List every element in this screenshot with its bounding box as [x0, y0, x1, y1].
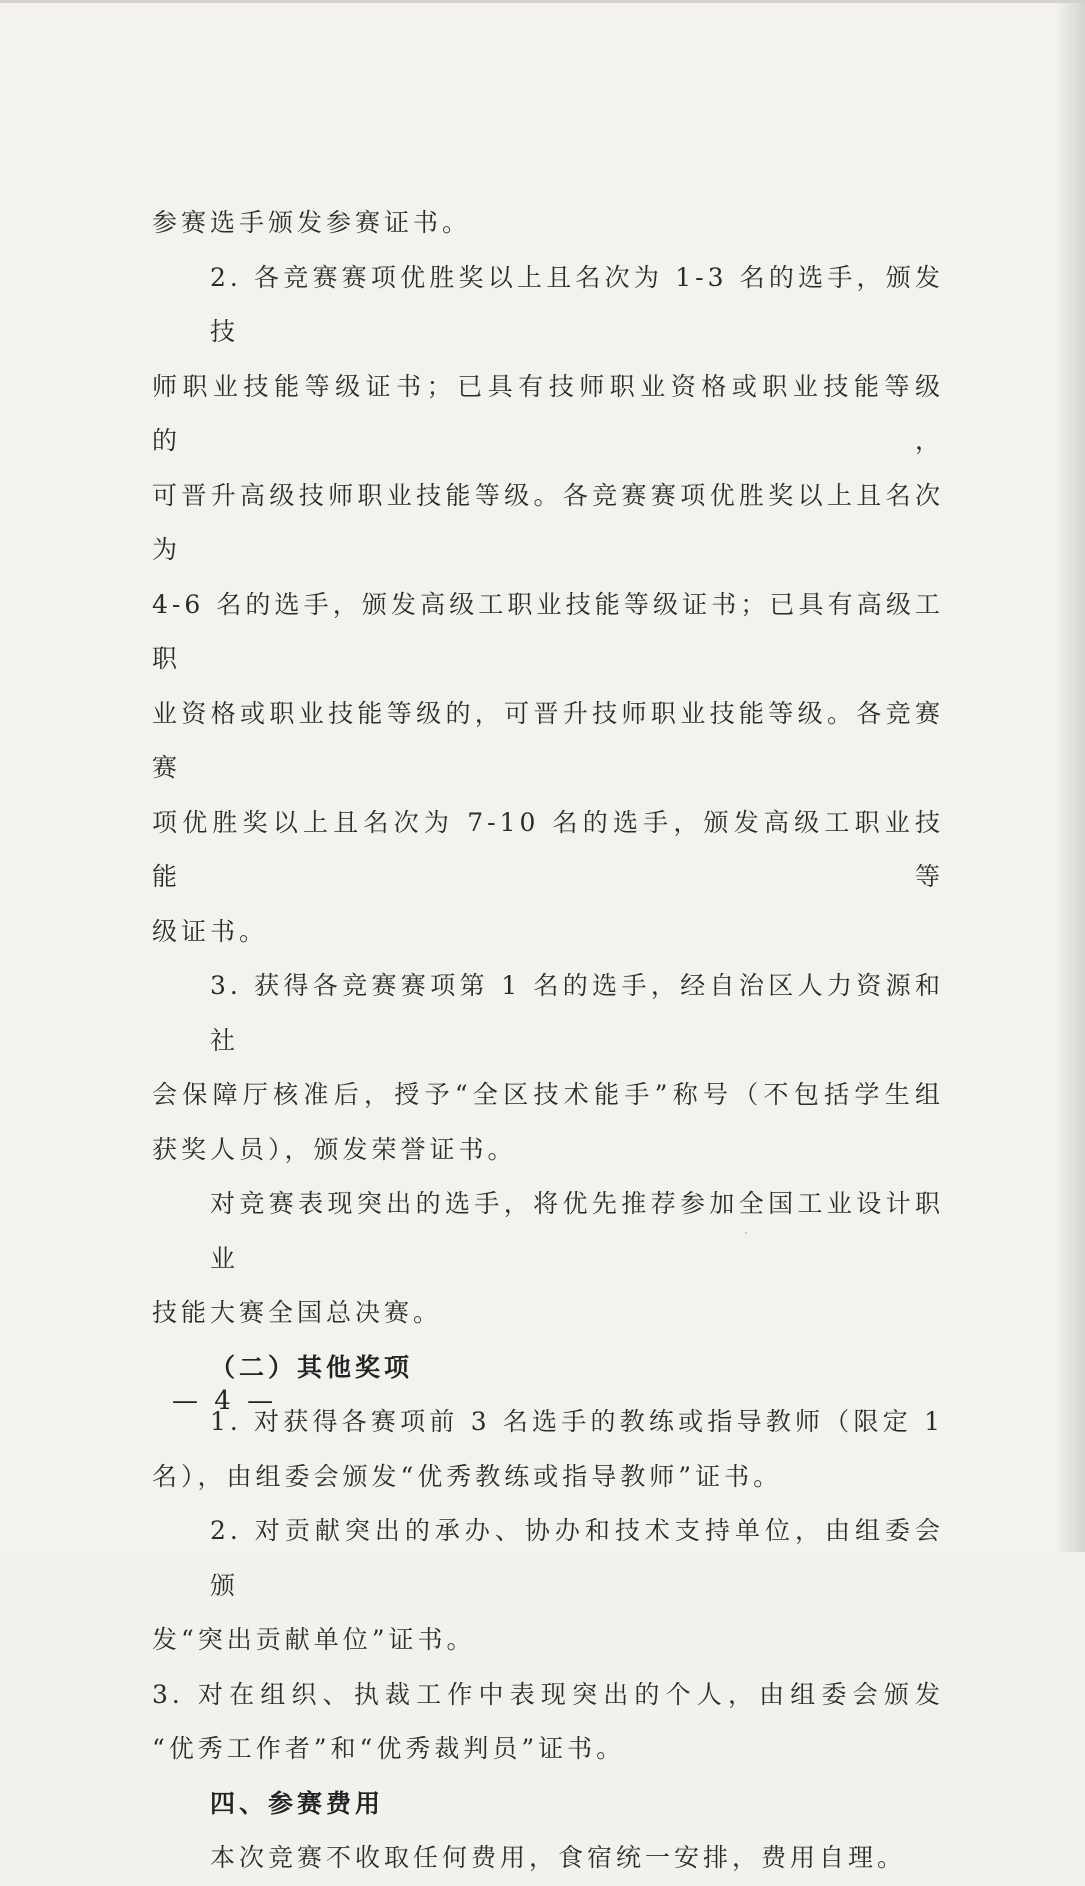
- paragraph: [152, 1831, 944, 1886]
- section-heading: [152, 1777, 944, 1832]
- text-line: 会保障厅核准后，授予“全区技术能手”称号（不包括学生组: [152, 1080, 944, 1109]
- text-line: （二）其他奖项: [210, 1352, 414, 1382]
- text-line: 可晋升高级技师职业技能等级。各竞赛赛项优胜奖以上且名次为: [152, 480, 944, 564]
- text-line: 3. 获得各竞赛赛项第 1 名的选手，经自治区人力资源和社: [210, 971, 944, 1055]
- text-line: 4-6 名的选手，颁发高级工职业技能等级证书；已具有高级工职: [152, 589, 944, 673]
- paragraph: [152, 196, 944, 251]
- text-line: 技能大赛全国总决赛。: [152, 1298, 443, 1327]
- text-line: 3. 对在组织、执裁工作中表现突出的个人，由组委会颁发: [152, 1679, 944, 1709]
- text-line: 业资格或职业技能等级的，可晋升技师职业技能等级。各竞赛赛: [152, 698, 944, 782]
- text-line: 1. 对获得各赛项前 3 名选手的教练或指导教师（限定 1: [210, 1407, 944, 1436]
- text-line: 2. 对贡献突出的承办、协办和技术支持单位，由组委会颁: [210, 1516, 944, 1600]
- paragraph: [152, 1504, 944, 1668]
- document-body: [152, 196, 944, 1886]
- text-line: 2. 各竞赛赛项优胜奖以上且名次为 1-3 名的选手，颁发技: [210, 262, 944, 346]
- text-line: 四、参赛费用: [210, 1788, 385, 1818]
- text-line: 师职业技能等级证书；已具有技师职业资格或职业技能等级的，: [152, 371, 944, 455]
- scan-edge-right: [1055, 0, 1085, 1552]
- page-number: — 4 —: [172, 1386, 278, 1416]
- text-line: 参赛选手颁发参赛证书。: [152, 208, 472, 237]
- text-line: 本次竞赛不收取任何费用，食宿统一安排，费用自理。: [210, 1843, 907, 1872]
- text-line: 对竞赛表现突出的选手，将优先推荐参加全国工业设计职业: [210, 1189, 944, 1273]
- text-line: 项优胜奖以上且名次为 7-10 名的选手，颁发高级工职业技能等: [152, 807, 944, 891]
- paragraph: [152, 959, 944, 1177]
- text-line: “优秀工作者”和“优秀裁判员”证书。: [152, 1734, 626, 1763]
- scan-edge-top: [0, 0, 1085, 3]
- text-line: 获奖人员），颁发荣誉证书。: [152, 1134, 517, 1164]
- text-line: 名），由组委会颁发“优秀教练或指导教师”证书。: [152, 1461, 783, 1491]
- paragraph: [152, 1668, 944, 1777]
- paragraph: [152, 251, 944, 960]
- text-line: 发“突出贡献单位”证书。: [152, 1625, 476, 1654]
- text-line: 级证书。: [152, 916, 269, 946]
- paragraph: [152, 1177, 944, 1341]
